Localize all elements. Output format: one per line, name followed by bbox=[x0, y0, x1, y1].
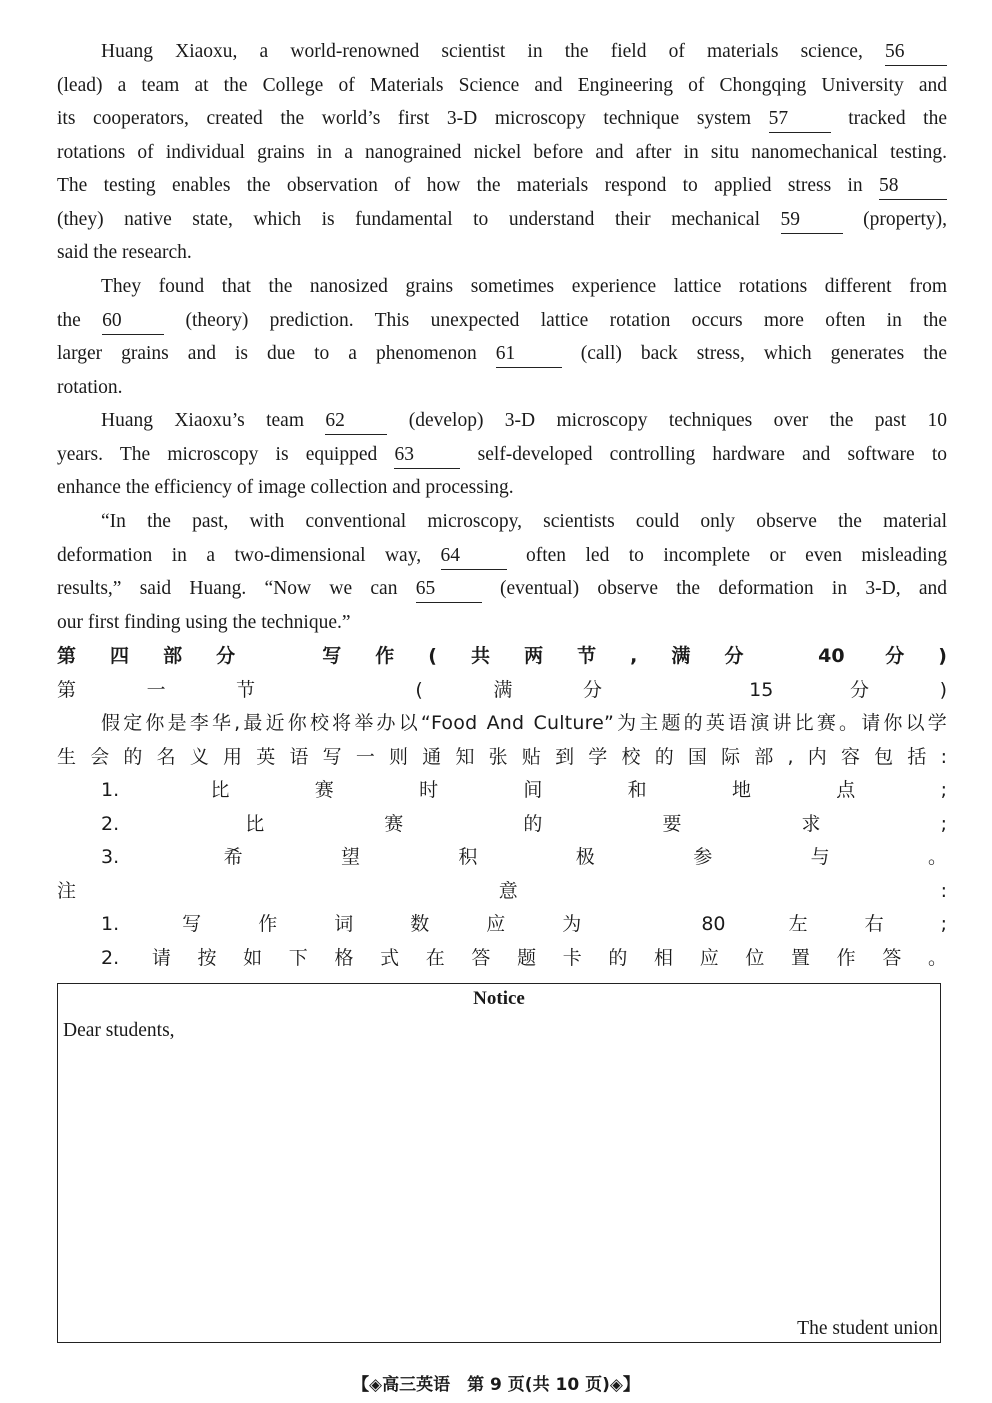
passage-text: tracked the bbox=[848, 108, 947, 129]
blank-65: 65 bbox=[416, 576, 482, 603]
passage-line: “In the past, with conventional microscopy, scientists could only observe the material bbox=[101, 511, 947, 532]
blank-64: 64 bbox=[441, 543, 507, 570]
blank-56: 56 bbox=[885, 39, 947, 66]
blank-58: 58 bbox=[879, 173, 947, 200]
blank-63: 63 bbox=[394, 442, 460, 469]
passage-text: The testing enables the observation of how the materials respond to applied stress in bbox=[57, 175, 863, 196]
notes-label: 注意: bbox=[57, 879, 947, 902]
passage-line bbox=[57, 169, 947, 203]
passage-text: (develop) 3-D microscopy techniques over the past 10 bbox=[408, 410, 947, 431]
blank-61: 61 bbox=[496, 341, 562, 368]
passage-line: rotation. bbox=[57, 376, 123, 398]
paragraph-2 bbox=[57, 270, 947, 404]
passage-line bbox=[57, 35, 947, 69]
note-item: 1. 写作词数应为 80 左右; bbox=[101, 913, 947, 935]
passage-text: often led to incomplete or even misleading bbox=[525, 544, 947, 566]
requirement-item: 1. 比赛时间和地点; bbox=[101, 779, 947, 801]
part-heading: 第四部分 写作(共两节,满分 40 分) bbox=[57, 645, 947, 667]
passage-text: Huang Xiaoxu, a world-renowned scientist in the field of materials science, bbox=[101, 41, 863, 62]
passage-text: years. The microscopy is equipped bbox=[57, 443, 378, 465]
passage-text: its cooperators, created the world’s first 3-D microscopy technique system bbox=[57, 108, 751, 129]
requirement-item: 2. 比赛的要求; bbox=[101, 812, 947, 835]
passage-line bbox=[57, 304, 947, 338]
passage-text: (property), bbox=[863, 208, 947, 230]
passage-text: (they) native state, which is fundamental to understand their mechanical bbox=[57, 208, 760, 230]
passage-line bbox=[57, 337, 947, 371]
requirement-item: 3. 希望积极参与。 bbox=[101, 846, 947, 868]
page-footer: 【◈高三英语 第 9 页(共 10 页)◈】 bbox=[352, 1375, 640, 1395]
passage-text: larger grains and is due to a phenomenon bbox=[57, 343, 477, 364]
passage-line: enhance the efficiency of image collection and processing. bbox=[57, 477, 514, 498]
blank-60: 60 bbox=[102, 308, 164, 335]
passage-text: the bbox=[57, 309, 81, 331]
notice-answer-box[interactable] bbox=[57, 983, 941, 1343]
prompt-text: 假定你是李华,最近你校将举办以“Food And Culture”为主题的英语演讲比赛。请你以学 bbox=[101, 712, 947, 734]
passage-line: said the research. bbox=[57, 242, 192, 263]
passage-line bbox=[57, 404, 947, 438]
passage-line: rotations of individual grains in a nanograined nickel before and after in situ nanomechanical testing. bbox=[57, 141, 947, 163]
writing-section bbox=[57, 640, 947, 975]
paragraph-1 bbox=[57, 35, 947, 270]
passage-text: (theory) prediction. This unexpected lattice rotation occurs more often in the bbox=[185, 309, 947, 331]
blank-62: 62 bbox=[325, 408, 387, 435]
passage-text: deformation in a two-dimensional way, bbox=[57, 544, 422, 566]
passage-line: (lead) a team at the College of Materials Science and Engineering of Chongqing University and bbox=[57, 74, 947, 96]
passage-line bbox=[57, 539, 947, 573]
section-heading: 第一节 (满分 15 分) bbox=[57, 678, 947, 701]
passage-line bbox=[57, 102, 947, 136]
passage-line: our first finding using the technique.” bbox=[57, 611, 351, 633]
passage-line bbox=[57, 438, 947, 472]
passage-text: (eventual) observe the deformation in 3-D, and bbox=[500, 578, 947, 599]
passage-text: Huang Xiaoxu’s team bbox=[101, 410, 305, 431]
notice-greeting: Dear students, bbox=[63, 1020, 175, 1041]
paragraph-4 bbox=[57, 505, 947, 639]
prompt-text: 生会的名义用英语写一则通知张贴到学校的国际部,内容包括: bbox=[57, 745, 947, 768]
passage-line: They found that the nanosized grains sometimes experience lattice rotations different from bbox=[101, 276, 947, 297]
passage-line bbox=[57, 572, 947, 606]
passage-line bbox=[57, 203, 947, 237]
passage-text: results,” said Huang. “Now we can bbox=[57, 578, 398, 599]
blank-59: 59 bbox=[781, 207, 843, 234]
blank-57: 57 bbox=[769, 106, 831, 133]
note-item: 2. 请按如下格式在答题卡的相应位置作答。 bbox=[101, 946, 947, 969]
passage-text: self-developed controlling hardware and software to bbox=[477, 443, 947, 465]
paragraph-3 bbox=[57, 404, 947, 505]
passage-text: (call) back stress, which generates the bbox=[580, 343, 947, 364]
notice-signature: The student union bbox=[797, 1318, 938, 1339]
notice-title: Notice bbox=[473, 988, 525, 1009]
